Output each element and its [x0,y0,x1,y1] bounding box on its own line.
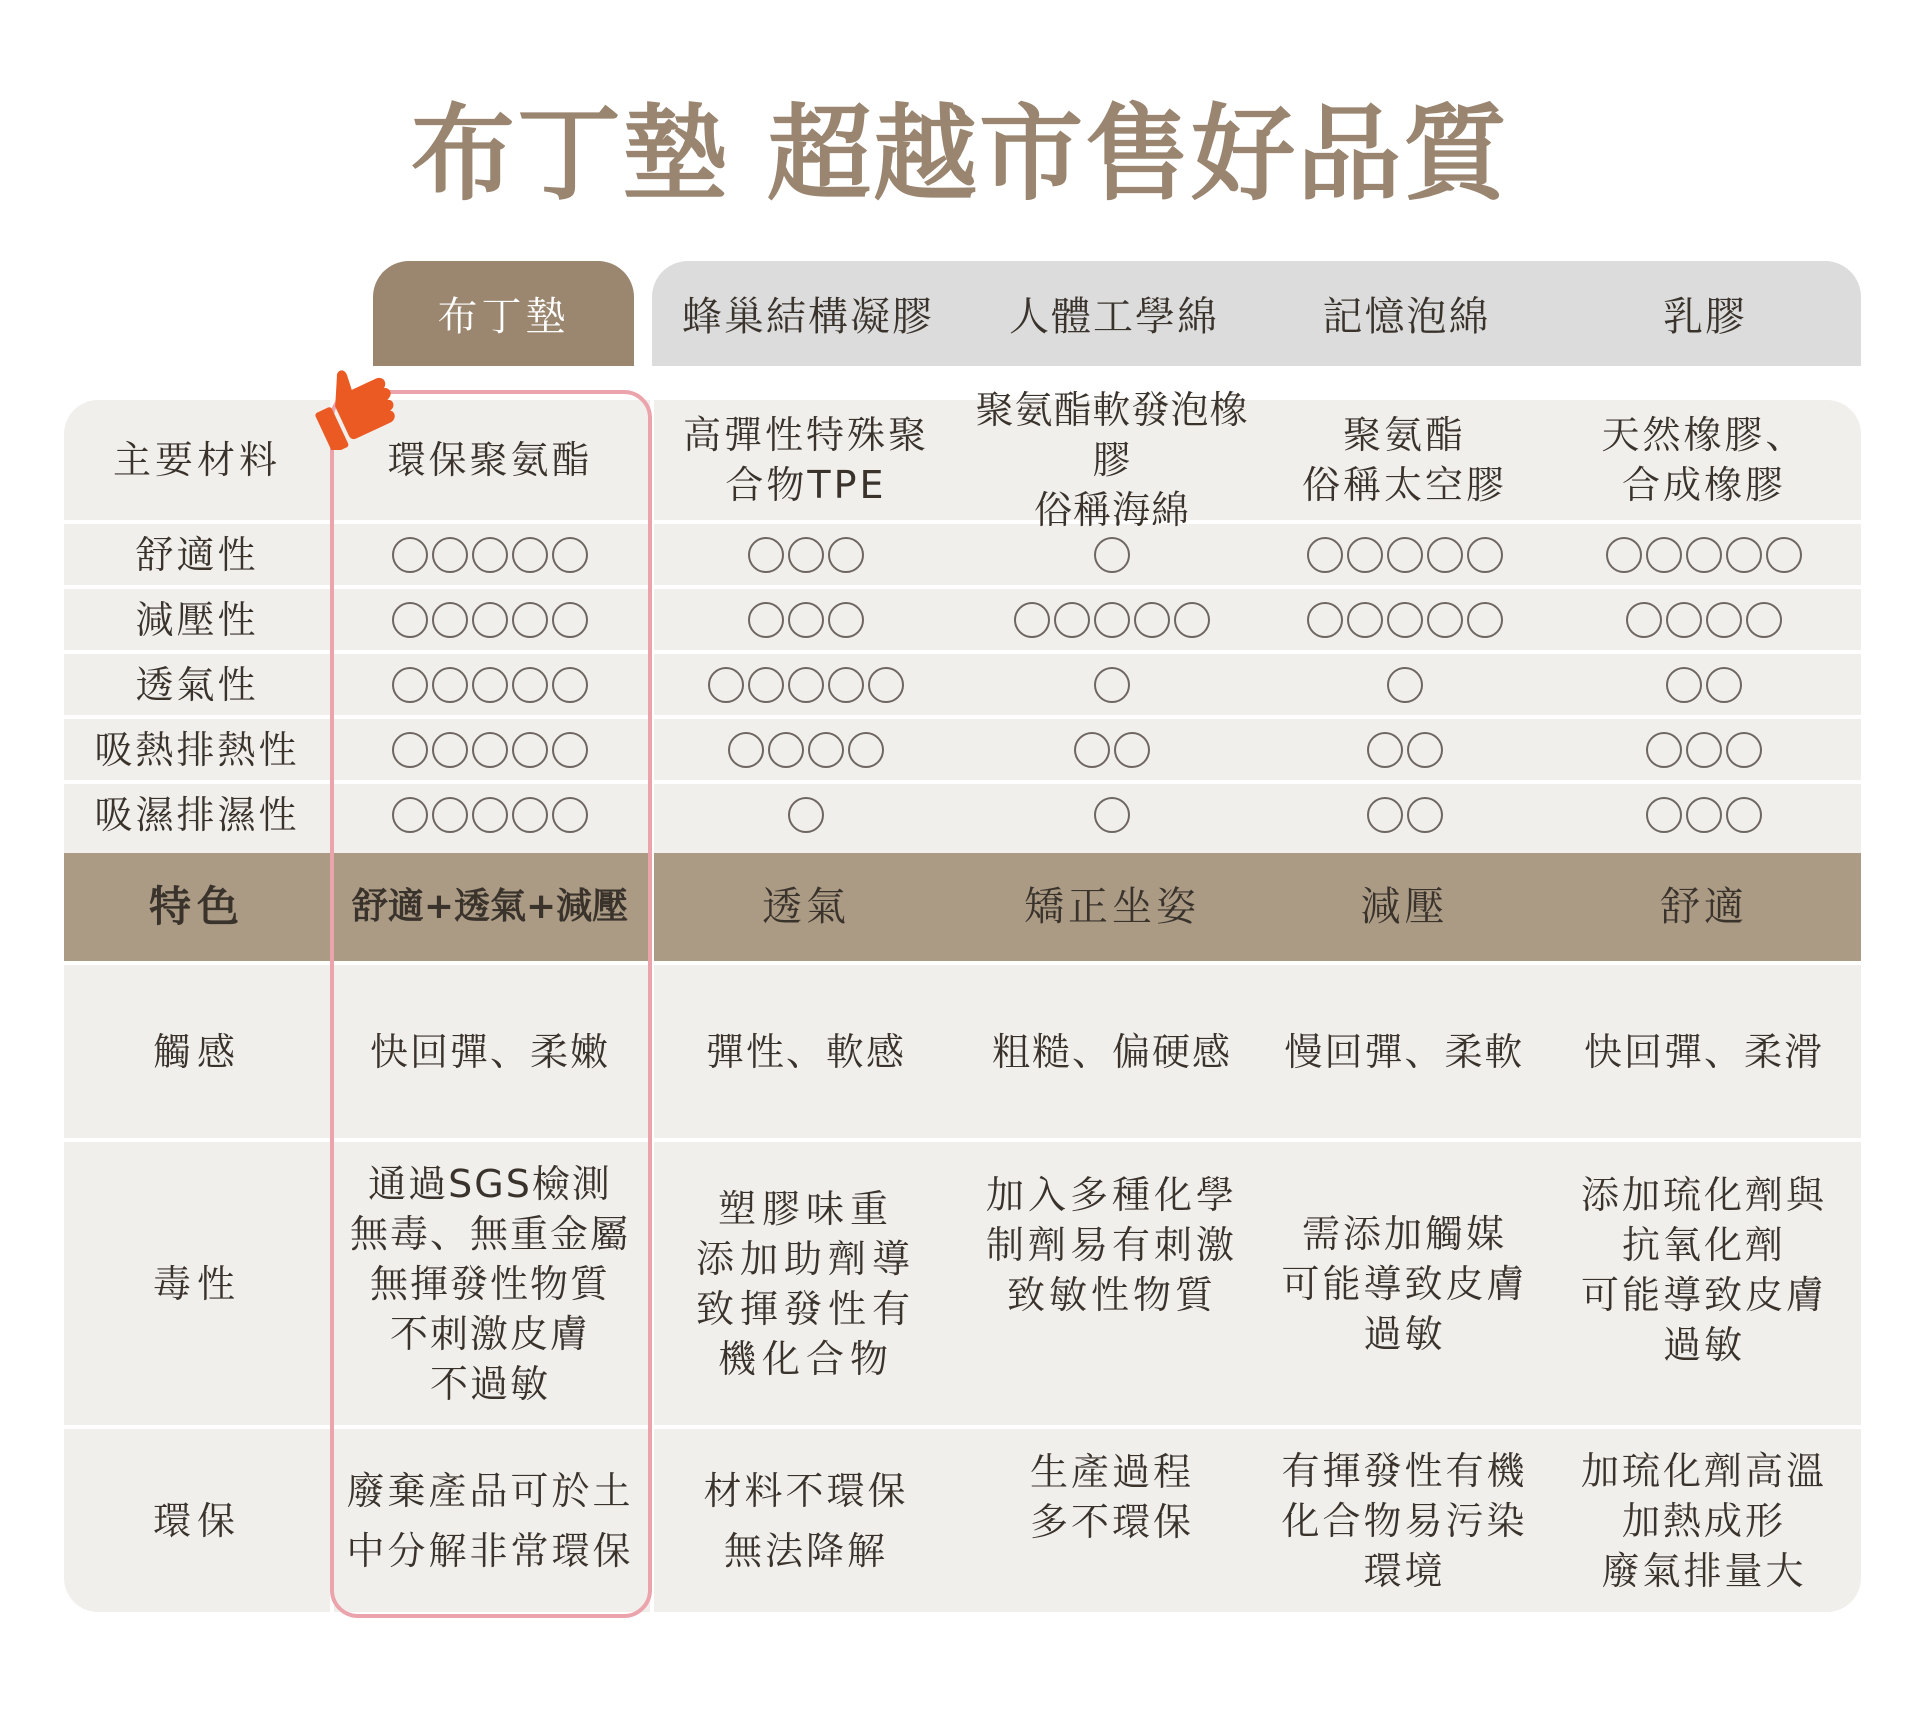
rating-circle-icon [788,602,824,638]
rating-circle-icon [1367,732,1403,768]
rating-circles [1606,537,1802,573]
cell-line: 制劑易有刺激 [985,1223,1238,1267]
rating-circles [1666,667,1742,703]
rating-pudding [330,524,650,585]
rating-circle-icon [748,667,784,703]
rating-circle-icon [512,537,548,573]
rating-circle-icon [1347,537,1383,573]
rating-circle-icon [1094,667,1130,703]
rating-circle-icon [1347,602,1383,638]
rating-circle-icon [512,602,548,638]
material-gel [650,400,962,520]
cell-line: 聚氨酯 [1342,413,1466,457]
rating-circle-icon [432,732,468,768]
rating-circle-icon [1726,537,1762,573]
rating-circle-icon [1666,667,1702,703]
touch-latex: 快回彈、柔滑 [1583,1029,1824,1074]
rating-circle-icon [788,667,824,703]
rating-circles [1307,602,1503,638]
rating-latex [1547,524,1861,585]
eco-gel [650,1429,962,1612]
cell-line: 過敏 [1363,1311,1446,1356]
cell-line: 無揮發性物質 [369,1261,610,1306]
cell-line: 無法降解 [723,1528,888,1573]
cell-line: 生產過程 [1029,1450,1194,1494]
rating-circles [1626,602,1782,638]
row-rating [64,719,1861,780]
rating-circle-icon [1094,537,1130,573]
rating-ergo-foam [962,719,1262,780]
rating-circle-icon [808,732,844,768]
rating-circle-icon [1427,537,1463,573]
rating-circle-icon [728,732,764,768]
feature-latex: 舒適 [1660,884,1748,930]
rating-circles [392,602,588,638]
rating-circle-icon [1014,602,1050,638]
toxicity-latex [1547,1142,1861,1425]
rating-pudding [330,784,650,845]
rating-circle-icon [1467,602,1503,638]
touch-pudding: 快回彈、柔嫩 [369,1029,610,1074]
touch-ergo-foam: 粗糙、偏硬感 [991,1029,1232,1074]
rating-ergo-foam [962,654,1262,715]
rating-circle-icon [768,732,804,768]
rating-ergo-foam [962,784,1262,845]
rating-circles [1094,537,1130,573]
rating-circles [1646,732,1762,768]
cell-line: 致敏性物質 [1006,1273,1217,1317]
cell-line: 加熱成形 [1621,1498,1786,1543]
rating-circle-icon [1387,602,1423,638]
row-label-rating: 吸熱排熱性 [94,727,300,772]
rating-circle-icon [472,797,508,833]
toxicity-ergo-foam [962,1142,1262,1425]
rating-circle-icon [708,667,744,703]
toxicity-pudding [330,1142,650,1425]
rating-circles [748,602,864,638]
rating-circle-icon [512,667,548,703]
rating-circle-icon [1467,537,1503,573]
rating-circle-icon [1074,732,1110,768]
rating-circle-icon [1686,537,1722,573]
row-label-toxicity: 毒性 [152,1261,241,1306]
rating-circles [1014,602,1210,638]
rating-pudding [330,654,650,715]
rating-circle-icon [1094,602,1130,638]
row-toxicity [64,1142,1861,1425]
rating-circle-icon [1726,797,1762,833]
rating-gel [650,654,962,715]
rating-circle-icon [552,537,588,573]
cell-line: 通過SGS檢測 [368,1161,612,1206]
rating-circles [788,797,824,833]
rating-circle-icon [1746,602,1782,638]
rating-circle-icon [868,667,904,703]
rating-circle-icon [392,732,428,768]
rating-circle-icon [1094,797,1130,833]
rating-circle-icon [788,537,824,573]
row-label-feature: 特色 [148,882,245,931]
rating-circle-icon [472,602,508,638]
rating-circles [748,537,864,573]
rating-circle-icon [1407,797,1443,833]
rating-circles [392,667,588,703]
toxicity-gel [650,1142,962,1425]
rating-circle-icon [848,732,884,768]
feature-ergo-foam: 矯正坐姿 [1024,884,1200,930]
cell-line: 合物TPE [725,463,887,507]
row-feature [64,853,1861,961]
cell-line: 俗稱太空膠 [1301,463,1507,507]
rating-circle-icon [552,732,588,768]
cell-line: 廢棄產品可於土 [346,1468,634,1513]
rating-circle-icon [828,667,864,703]
row-touch [64,965,1861,1138]
toxicity-memory-foam [1262,1142,1547,1425]
rating-circle-icon [828,537,864,573]
feature-memory-foam: 減壓 [1360,884,1449,930]
eco-memory-foam [1262,1429,1547,1612]
rating-circles [1367,732,1443,768]
cell-line: 環境 [1363,1548,1446,1593]
row-label-eco: 環保 [152,1498,241,1543]
row-label-material: 主要材料 [112,438,281,482]
eco-ergo-foam [962,1429,1262,1612]
rating-circle-icon [552,797,588,833]
rating-memory-foam [1262,589,1547,650]
rating-circle-icon [1626,602,1662,638]
cell-line: 加入多種化學 [985,1173,1238,1217]
cell-line: 合成橡膠 [1621,463,1786,507]
rating-circle-icon [1666,602,1702,638]
rating-circles [1387,667,1423,703]
rating-circle-icon [512,797,548,833]
page-title: 布丁墊 超越市售好品質 [410,92,1510,215]
rating-circle-icon [552,667,588,703]
rating-circle-icon [432,602,468,638]
rating-circle-icon [392,797,428,833]
rating-circle-icon [472,667,508,703]
rating-latex [1547,589,1861,650]
rating-pudding [330,589,650,650]
rating-circle-icon [1174,602,1210,638]
rating-circles [1367,797,1443,833]
material-ergo-foam [962,388,1262,532]
rating-ergo-foam [962,589,1262,650]
cell-line: 不過敏 [429,1361,550,1406]
rating-circles [1307,537,1503,573]
rating-circle-icon [1686,797,1722,833]
rating-circle-icon [1134,602,1170,638]
row-rating [64,589,1861,650]
eco-latex [1547,1429,1861,1612]
rating-circle-icon [1766,537,1802,573]
rating-circle-icon [1427,602,1463,638]
rating-circle-icon [432,537,468,573]
touch-gel: 彈性、軟感 [705,1029,906,1074]
touch-memory-foam: 慢回彈、柔軟 [1284,1029,1525,1074]
rating-circle-icon [1706,667,1742,703]
rating-circle-icon [748,537,784,573]
cell-line: 添加助劑導 [695,1236,916,1281]
rating-circle-icon [1054,602,1090,638]
rating-circles [392,732,588,768]
row-label-rating: 透氣性 [135,662,259,707]
cell-line: 加琉化劑高溫 [1580,1448,1827,1493]
rating-circle-icon [1307,537,1343,573]
rating-circle-icon [1646,797,1682,833]
cell-line: 聚氨酯軟發泡橡膠 [975,388,1249,482]
rating-circle-icon [828,602,864,638]
rating-circle-icon [432,797,468,833]
rating-circles [392,797,588,833]
rating-memory-foam [1262,784,1547,845]
row-rating [64,524,1861,585]
thumbs-up-icon [300,350,400,450]
rating-circle-icon [1646,732,1682,768]
feature-gel: 透氣 [762,884,850,930]
cell-line: 有揮發性有機 [1281,1448,1528,1493]
rating-circle-icon [1407,732,1443,768]
rating-latex [1547,654,1861,715]
rating-pudding [330,719,650,780]
rating-circle-icon [392,537,428,573]
rating-gel [650,589,962,650]
cell-line: 可能導致皮膚 [1580,1273,1827,1317]
rating-circle-icon [1114,732,1150,768]
rating-circle-icon [432,667,468,703]
column-header-pudding: 布丁墊 [373,261,634,366]
row-label-rating: 舒適性 [135,532,259,577]
cell-line: 高彈性特殊聚 [682,413,929,457]
cell-line: 不刺激皮膚 [389,1311,590,1356]
cell-line: 化合物易污染 [1281,1498,1528,1543]
rating-memory-foam [1262,524,1547,585]
rating-gel [650,719,962,780]
cell-line: 無毒、無重金屬 [349,1211,630,1256]
rating-gel [650,784,962,845]
rating-circles [1074,732,1150,768]
rating-circle-icon [1726,732,1762,768]
rating-circle-icon [1646,537,1682,573]
cell-line: 添加琉化劑與 [1580,1173,1827,1217]
cell-line: 機化合物 [717,1336,894,1381]
row-rating [64,654,1861,715]
rating-memory-foam [1262,654,1547,715]
rating-circle-icon [512,732,548,768]
cell-line: 俗稱海綿 [1033,488,1190,532]
rating-circles [1646,797,1762,833]
rating-circle-icon [472,537,508,573]
row-eco [64,1429,1861,1612]
cell-line: 材料不環保 [703,1468,909,1513]
rating-circle-icon [1367,797,1403,833]
row-label-rating: 吸濕排濕性 [94,792,300,837]
rating-circles [1094,667,1130,703]
rating-circle-icon [1387,537,1423,573]
cell-line: 天然橡膠、 [1601,413,1807,457]
rating-circle-icon [1387,667,1423,703]
cell-line: 多不環保 [1029,1500,1194,1544]
rating-circles [708,667,904,703]
column-header-gel: 蜂巢結構凝膠 [682,294,934,340]
cell-line: 致揮發性有 [695,1286,916,1331]
material-memory-foam [1262,400,1547,520]
rating-circle-icon [1686,732,1722,768]
eco-pudding [330,1429,650,1612]
row-label-touch: 觸感 [152,1029,241,1074]
row-label-rating: 減壓性 [135,597,259,642]
rating-circles [392,537,588,573]
cell-line: 可能導致皮膚 [1281,1261,1528,1306]
rating-circles [728,732,884,768]
rating-ergo-foam [962,524,1262,585]
column-header-ergo-foam: 人體工學綿 [1009,294,1219,340]
rating-circle-icon [788,797,824,833]
cell-line: 塑膠味重 [717,1186,894,1231]
cell-line: 廢氣排量大 [1601,1548,1807,1593]
rating-latex [1547,784,1861,845]
rating-circle-icon [748,602,784,638]
column-header-memory-foam: 記憶泡綿 [1322,294,1491,340]
rating-circle-icon [392,667,428,703]
cell-line: 需添加觸媒 [1301,1211,1507,1256]
rating-latex [1547,719,1861,780]
row-rating [64,784,1861,845]
cell-line: 抗氧化劑 [1621,1223,1786,1267]
material-latex [1547,400,1861,520]
cell-line: 過敏 [1662,1323,1745,1367]
rating-circle-icon [472,732,508,768]
rating-circle-icon [1307,602,1343,638]
rating-memory-foam [1262,719,1547,780]
rating-circle-icon [392,602,428,638]
rating-circle-icon [1606,537,1642,573]
rating-gel [650,524,962,585]
rating-circle-icon [1706,602,1742,638]
cell-line: 中分解非常環保 [346,1528,634,1573]
rating-circle-icon [552,602,588,638]
column-header-latex: 乳膠 [1663,294,1747,340]
rating-circles [1094,797,1130,833]
feature-pudding: 舒適+透氣+減壓 [351,886,629,927]
cell-line: 環保聚氨酯 [387,438,593,482]
column-header-bar [652,261,1861,366]
